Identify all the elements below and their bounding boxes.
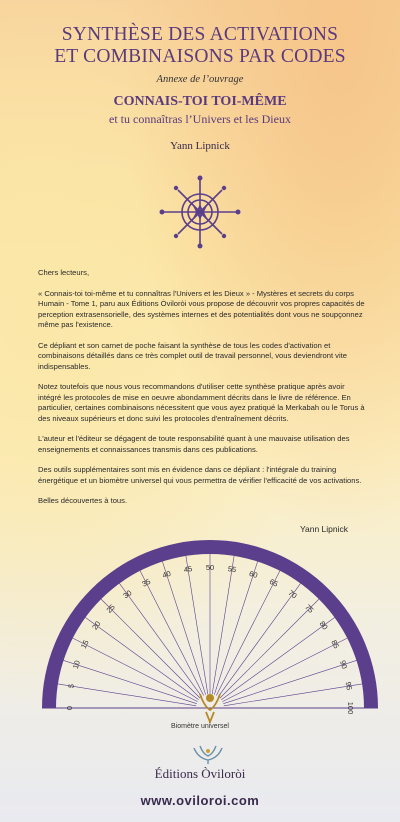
biometre-ray <box>186 556 208 694</box>
biometre-dial <box>30 540 390 730</box>
biometre-ray <box>101 599 200 698</box>
paragraph-1: « Connais-toi toi-même et tu connaîtras l'Univers et les Dieux » - Mystères et secrets du corps Humain - Tome 1, paru aux Éditions Òviloròi vous propose de découvrir vos propres capacités de perception extrasensorielle, des systèmes internes et des potentialités dont vous ne soupçonnez même pas l'existence. <box>38 288 365 329</box>
biometre-tick-label: 70 <box>286 588 299 601</box>
biometre-tick-label: 15 <box>78 638 91 650</box>
publisher-name: Éditions Òviloròi <box>154 766 246 781</box>
book-title: CONNAIS-TOI TOI-MÊME <box>113 94 287 109</box>
title-line-1: SYNTHÈSE DES ACTIVATIONS <box>61 24 339 45</box>
biometre-ray <box>119 583 201 696</box>
biometre-ray <box>212 556 234 694</box>
biometre-tick-label: 75 <box>303 602 316 615</box>
biometre-tick-label: 45 <box>183 564 193 575</box>
biometre-label: Biomètre universel <box>171 723 229 730</box>
biometre-ray <box>58 684 196 706</box>
paragraph-5: Des outils supplémentaires sont mis en évidence dans ce dépliant : l'intégrale du training énergétique et un biomètre universel qui vous permettra de vérifier l'efficacité de vos activations. <box>38 465 362 485</box>
biometre-ray <box>162 562 205 695</box>
biometre-ray <box>214 562 257 695</box>
biometre-tick-label: 95 <box>343 681 354 691</box>
sacred-symbol-icon <box>150 172 250 252</box>
biometre-ray <box>70 638 198 702</box>
biometre-ray <box>221 617 334 699</box>
greeting: Chers lecteurs, <box>38 268 90 277</box>
biometre-tick-label: 5 <box>66 683 76 689</box>
biometre-tick-label: 50 <box>205 562 215 572</box>
biometre-ray <box>220 599 319 698</box>
publisher-logo-icon <box>158 744 258 764</box>
biometre-ray <box>85 617 198 699</box>
paragraph-3: Notez toutefois que nous vous recommandons d'utiliser cette synthèse pratique après avoir intégré les protocoles de mise en oeuvre abondamment décrits dans le livre de référence. En particulier, certaines combinaisons nécessitent que vous ayez pratiqué la Merkabah ou le Torus à des niveaux supérieurs et donc suivi les protocoles d'entraînement décrits. <box>38 382 365 423</box>
signature: Yann Lipnick <box>299 524 348 534</box>
biometre-tick-label: 40 <box>161 568 172 580</box>
biometre-ray <box>218 583 300 696</box>
website-url: www.oviloroi.com <box>140 793 260 808</box>
closing: Belles découvertes à tous. <box>38 496 128 505</box>
biometre-tick-label: 25 <box>104 602 117 615</box>
biometre-ray <box>64 660 197 703</box>
biometre-tick-label: 85 <box>329 638 342 650</box>
paragraph-4: L'auteur et l'éditeur se dégagent de toute responsabilité quant à une mauvaise utilisation des enseignements et connaissances transmis dans ces publications. <box>38 434 350 454</box>
biometre-tick-label: 20 <box>90 619 103 632</box>
biometre-tick-label: 90 <box>338 659 350 670</box>
annexe-label: Annexe de l’ouvrage <box>156 74 244 85</box>
biometre-tick-label: 80 <box>317 619 330 632</box>
biometre-tick-label: 100 <box>346 701 356 715</box>
letter-body <box>38 268 368 517</box>
biometre-tick-label: 55 <box>227 564 237 575</box>
biometre-ray <box>223 660 356 703</box>
biometre-tick-label: 60 <box>248 568 259 580</box>
paragraph-2: Ce dépliant et son carnet de poche faisant la synthèse de tous les codes d'activation et combinaisons détaillés dans ce très complet outil de travail personnel, vous deviendront vite indispensables. <box>38 340 347 371</box>
biometre-tick-label: 10 <box>70 659 82 670</box>
author-name: Yann Lipnick <box>170 140 230 152</box>
book-subtitle: et tu connaîtras l’Univers et les Dieux <box>109 112 291 126</box>
biometre-tick-label: 30 <box>121 588 134 601</box>
document-title <box>0 24 400 68</box>
biometre-tick-label: 0 <box>64 705 74 711</box>
biometre-tick-label: 65 <box>268 576 280 589</box>
title-line-2: ET COMBINAISONS PAR CODES <box>54 46 346 67</box>
biometre-tick-label: 35 <box>140 576 152 589</box>
biometre-ray <box>224 684 362 706</box>
